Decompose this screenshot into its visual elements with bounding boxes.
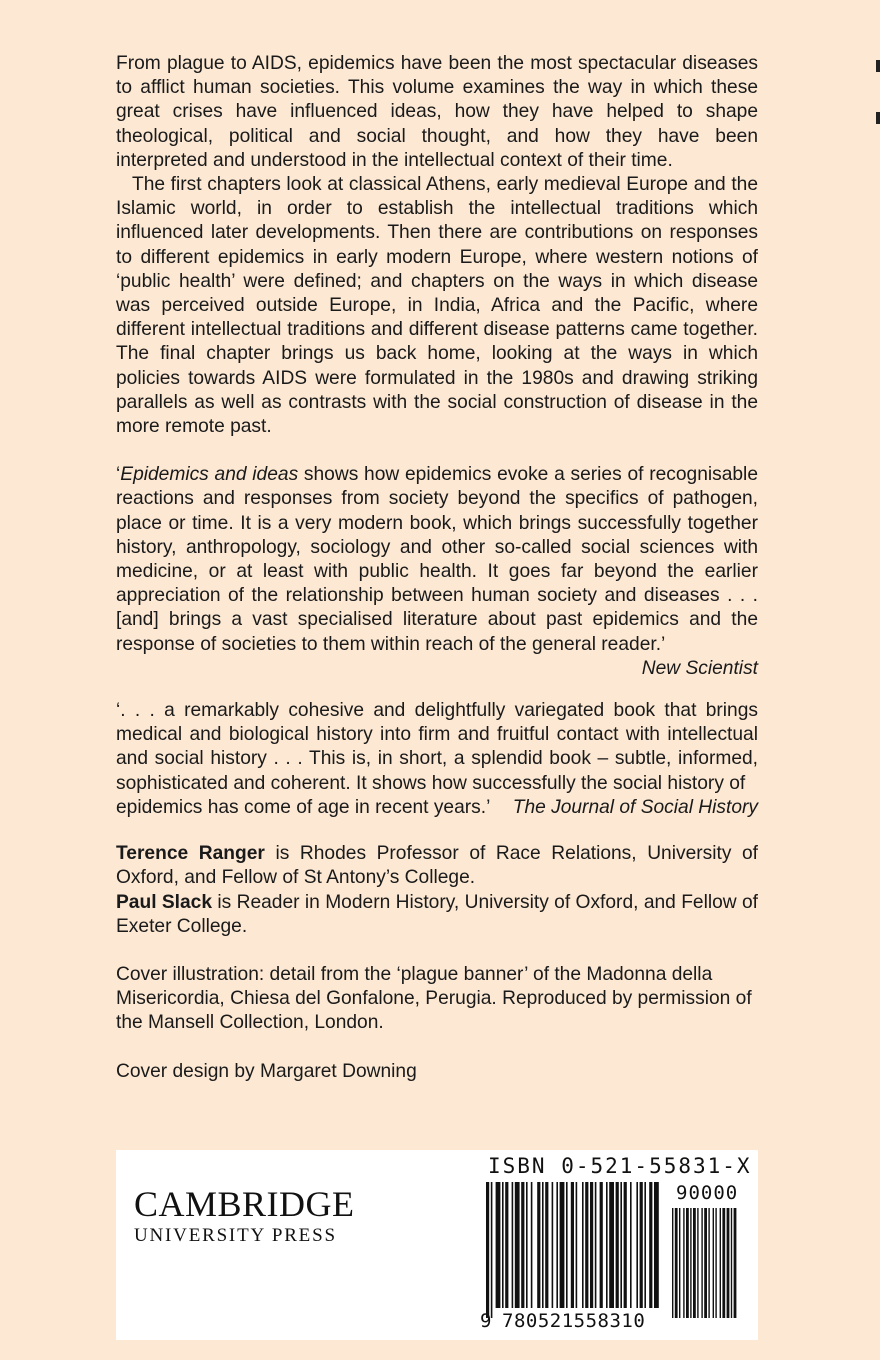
barcode-bar [537, 1182, 540, 1308]
barcode-bar [616, 1182, 619, 1308]
barcode-addon-bar [720, 1208, 721, 1318]
barcode-bar [521, 1182, 524, 1308]
barcode-bar [606, 1182, 608, 1308]
edge-mark-upper [876, 112, 880, 124]
barcode-addon-bar [722, 1208, 725, 1318]
barcode [476, 1182, 746, 1338]
barcode-bar [531, 1182, 533, 1308]
author-bio-slack-text: is Reader in Modern History, University of Oxford, and Fellow of Exeter College. [116, 891, 758, 937]
barcode-bar [582, 1182, 584, 1308]
barcode-addon-bar [683, 1208, 684, 1318]
barcode-bar [630, 1182, 632, 1308]
barcode-bar [595, 1182, 597, 1308]
barcode-bar [609, 1182, 614, 1308]
barcode-bar [526, 1182, 528, 1308]
barcode-bar [576, 1182, 578, 1308]
barcode-bar [542, 1182, 544, 1308]
barcode-bar [486, 1182, 489, 1318]
barcode-addon-bar [713, 1208, 714, 1318]
barcode-addon-bar [708, 1208, 709, 1318]
barcode-addon-bar [734, 1208, 737, 1318]
publisher-name: CAMBRIDGE [134, 1184, 355, 1224]
review-source-new-scientist: New Scientist [641, 657, 758, 679]
barcode-addon-bar [679, 1208, 680, 1318]
book-title: Epidemics and ideas [120, 464, 299, 486]
barcode-first-digit: 9 [480, 1310, 492, 1332]
author-bio-ranger [116, 842, 758, 890]
barcode-bar [649, 1182, 652, 1308]
publisher-subname: UNIVERSITY PRESS [134, 1225, 337, 1246]
review-journal-last-line [116, 796, 758, 820]
barcode-bar [502, 1182, 504, 1308]
barcode-bar [654, 1182, 659, 1308]
edge-mark-top [876, 60, 880, 72]
barcode-addon-bar [697, 1208, 698, 1318]
barcode-bar [515, 1182, 520, 1308]
isbn-number: ISBN 0-521-55831-X [488, 1154, 752, 1178]
blurb-paragraph-1: From plague to AIDS, epidemics have been the most spectacular diseases to afflict human societies. This volume examines the way in which these great crises have influenced ideas, how they have helped to shape theological, political and social thought, and how they have been interpreted and understood in the intellectual context of their time. [116, 53, 758, 171]
review-new-scientist-text: shows how epidemics evoke a series of recognisable reactions and responses from society beyond the specifics of pathogen, place or time. It is a very modern book, which brings successfully together history, anthropology, sociology and other so-called social sciences with medicine, or at least with public health. It goes far beyond the earlier appreciation of the relationship between human society and diseases . . . [and] brings a vast specialised literature about past epidemics and the response of societies to them within reach of the general reader.’ [116, 464, 758, 655]
barcode-bar [496, 1182, 501, 1308]
barcode-bar [545, 1182, 548, 1308]
back-cover-text [116, 52, 758, 1084]
barcode-addon-bar [727, 1208, 730, 1318]
barcode-bar [585, 1182, 588, 1308]
barcode-addon-bar [715, 1208, 716, 1318]
barcode-addon-bar [704, 1208, 707, 1318]
barcode-bar [640, 1182, 643, 1308]
barcode-addon-bar [675, 1208, 678, 1318]
barcode-addon-bar [672, 1208, 673, 1318]
barcode-bar [590, 1182, 593, 1308]
barcode-bar [620, 1182, 622, 1308]
author-name-ranger: Terence Ranger [116, 843, 265, 865]
review-source-journal: The Journal of Social History [512, 796, 758, 818]
barcode-bar [571, 1182, 574, 1308]
barcode-addon-bar [690, 1208, 691, 1318]
barcode-addon-code: 90000 [676, 1182, 739, 1204]
review-open-quote: ‘ [116, 464, 121, 486]
barcode-digits: 780521558310 [502, 1310, 646, 1332]
review-journal-social-history: ‘. . . a remarkably cohesive and delightfully variegated book that brings medical and biological history into firm and fruitful contact with intellectual and social history . . . This is, in short, a splendid book – subtle, informed, sophisticated and coherent. It shows how successfully the social history of [116, 700, 758, 794]
cover-illustration-credit: Cover illustration: detail from the ‘plague banner’ of the Madonna della Misericordia, Chiesa del Gonfalone, Perugia. Reproduced by permission of the Mansell Collection, London. [116, 963, 752, 1034]
barcode-bar [636, 1182, 638, 1308]
barcode-bar [556, 1182, 558, 1308]
barcode-bar [644, 1182, 646, 1308]
barcode-bar [560, 1182, 565, 1308]
barcode-addon-bar [701, 1208, 702, 1318]
barcode-bar [512, 1182, 514, 1308]
review-journal-last-text: epidemics has come of age in recent years.’ [116, 796, 491, 818]
barcode-addon-bar [731, 1208, 732, 1318]
publisher-logo [134, 1185, 355, 1247]
barcode-bar [566, 1182, 568, 1308]
barcode-bar [491, 1182, 493, 1318]
barcode-bar [624, 1182, 627, 1308]
cover-design-credit: Cover design by Margaret Downing [116, 1060, 417, 1082]
barcode-addon-bar [693, 1208, 696, 1318]
barcode-bar [552, 1182, 554, 1308]
barcode-bar [505, 1182, 508, 1308]
publisher-barcode-panel [116, 1150, 758, 1340]
author-bio-ranger-text: is Rhodes Professor of Race Relations, University of Oxford, and Fellow of St Antony’s College. [116, 843, 759, 889]
blurb-paragraph-2: The first chapters look at classical Athens, early medieval Europe and the Islamic world, in order to establish the intellectual traditions which influenced later developments. Then there are contributions on responses to different epidemics in early modern Europe, where western notions of ‘public health’ were defined; and chapters on the ways in which disease was perceived outside Europe, in India, Africa and the Pacific, where different intellectual traditions and different disease patterns came together. The final chapter brings us back home, looking at the ways in which policies towards AIDS were formulated in the 1980s and drawing striking parallels as well as contrasts with the social construction of disease in the more remote past. [116, 174, 758, 438]
review-new-scientist [116, 463, 758, 657]
author-name-slack: Paul Slack [116, 891, 213, 913]
author-bio-slack [116, 891, 758, 939]
barcode-addon-bar [686, 1208, 689, 1318]
barcode-bar [600, 1182, 603, 1308]
